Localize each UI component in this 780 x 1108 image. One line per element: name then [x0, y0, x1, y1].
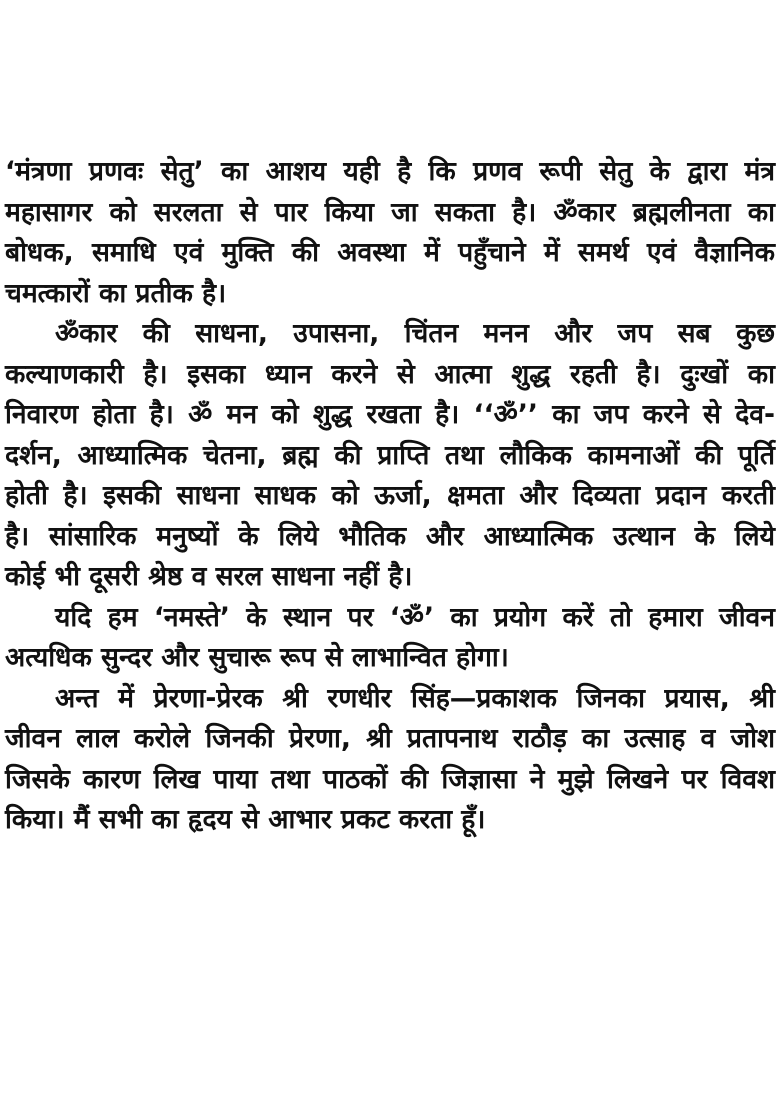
text-line-1: ‘मंत्रणा प्रणवः सेतु’ का आशय यही है कि प्रणव रूपी सेतु के द्वारा मंत्र: [5, 156, 775, 187]
text-line-4: चमत्कारों का प्रतीक है।: [5, 277, 227, 309]
text-line-16: जिसके कारण लिख पाया तथा पाठकों की जिज्ञासा ने मुझे लिखने पर विवश: [5, 763, 775, 795]
text-line-17: किया। मैं सभी का हृदय से आभार प्रकट करता हूँ।: [5, 804, 486, 835]
text-line-14: अन्त में प्रेरणा-प्रेरक श्री रणधीर सिंह—प्रकाशक जिनका प्रयास, श्री: [55, 682, 775, 714]
text-line-2: महासागर को सरलता से पार किया जा सकता है। ॐकार ब्रह्मलीनता का: [5, 196, 775, 228]
text-line-9: होती है। इसकी साधना साधक को ऊर्जा, क्षमता और दिव्यता प्रदान करती: [5, 480, 775, 511]
text-line-5: ॐकार की साधना, उपासना, चिंतन मनन और जप सब कुछ: [55, 318, 775, 349]
text-line-3: बोधक, समाधि एवं मुक्ति की अवस्था में पहुँचाने में समर्थ एवं वैज्ञानिक: [5, 237, 775, 268]
text-line-12: यदि हम ‘नमस्ते’ के स्थान पर ‘ॐ’ का प्रयोग करें तो हमारा जीवन: [55, 601, 775, 633]
text-line-7: निवारण होता है। ॐ मन को शुद्ध रखता है। ‘‘ॐ’’ का जप करने से देव-: [5, 399, 775, 430]
text-line-15: जीवन लाल करोले जिनकी प्रेरणा, श्री प्रतापनाथ राठौड़ का उत्साह व जोश: [5, 723, 775, 754]
text-line-13: अत्यधिक सुन्दर और सुचारू रूप से लाभान्वित होगा।: [5, 642, 509, 673]
text-line-10: है। सांसारिक मनुष्यों के लिये भौतिक और आध्यात्मिक उत्थान के लिये: [5, 520, 775, 552]
text-line-11: कोई भी दूसरी श्रेष्ठ व सरल साधना नहीं है।: [5, 561, 413, 592]
text-line-6: कल्याणकारी है। इसका ध्यान करने से आत्मा शुद्ध रहती है। दुःखों का: [5, 358, 775, 390]
body-text: [5, 152, 775, 841]
text-line-8: दर्शन, आध्यात्मिक चेतना, ब्रह्म की प्राप्ति तथा लौकिक कामनाओं की पूर्ति: [5, 439, 775, 471]
